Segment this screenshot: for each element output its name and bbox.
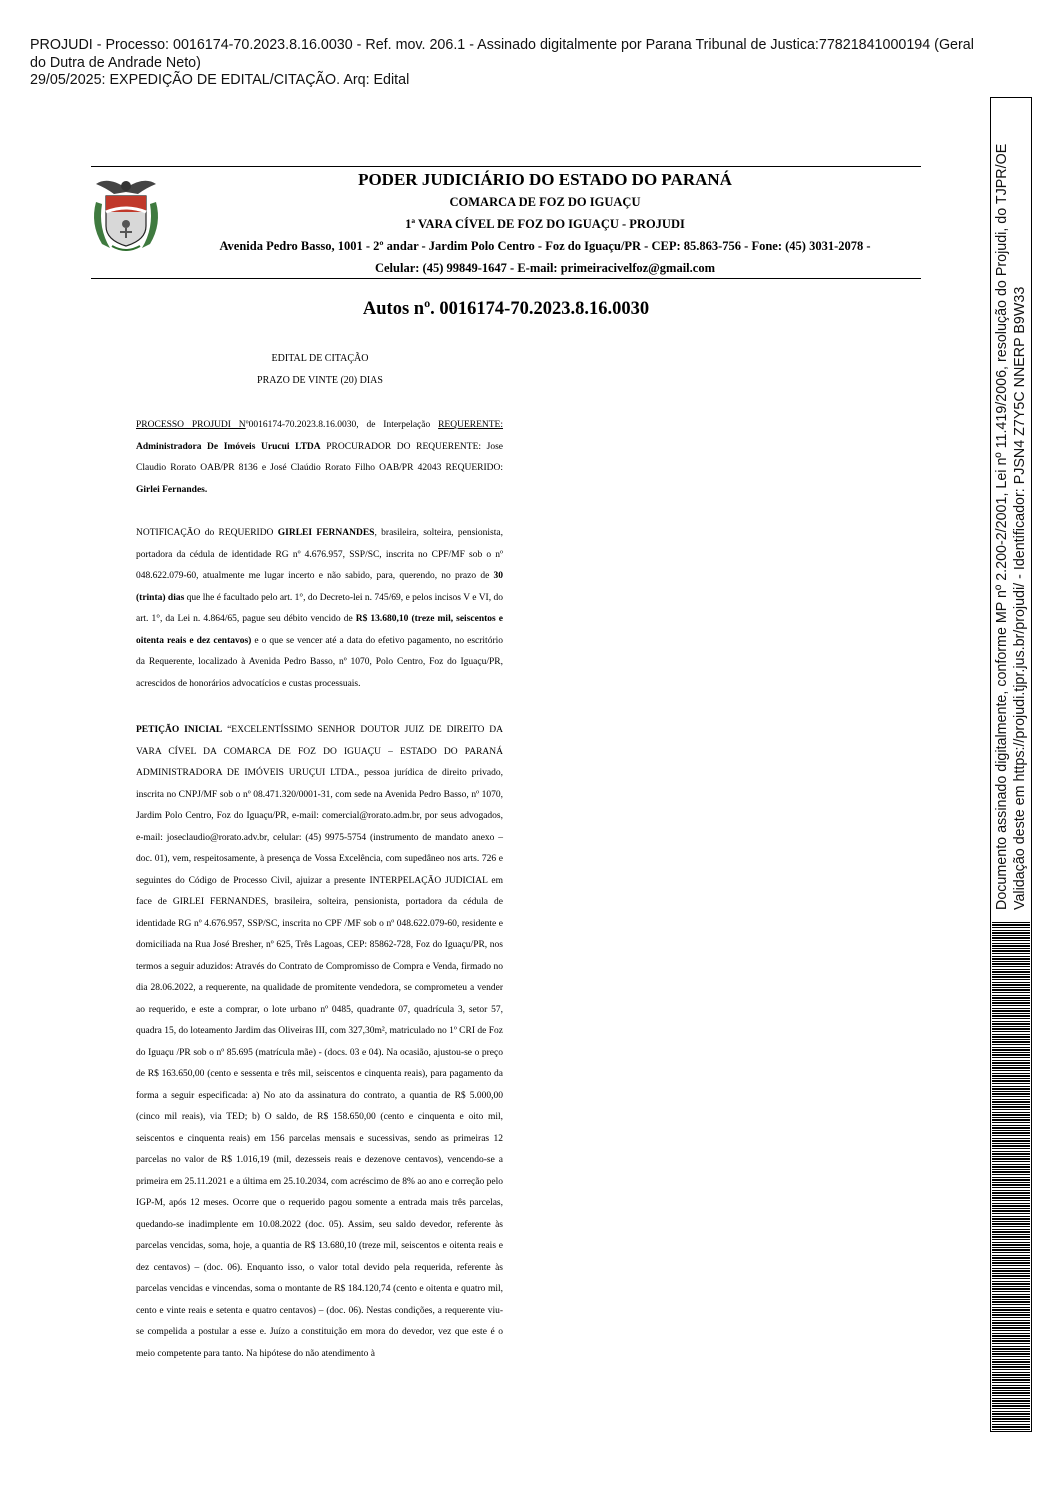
header-bottom-rule xyxy=(91,278,921,279)
stamp-line-3: 29/05/2025: EXPEDIÇÃO DE EDITAL/CITAÇÃO. Arq: Edital xyxy=(30,72,410,88)
process-number-text: º0016174-70.2023.8.16.0030, de Interpelação xyxy=(245,420,439,430)
notification-body-2: que lhe é facultado pelo art. 1°, do Decreto-lei n. 745/69, e pelos incisos V e VI, do art. 1°, da Lei n. 4.864/65, pague seu débito vencido de xyxy=(136,592,503,624)
petition-body: “EXCELENTÍSSIMO SENHOR DOUTOR JUIZ DE DIREITO DA VARA CÍVEL DA COMARCA DE FOZ DO IGUAÇU – ESTADO DO PARANÁ ADMINISTRADORA DE IMÓVEIS URUÇUI LTDA., pessoa jurídica de direito privado, inscrita no CNPJ/MF sob o nº 08.471.320/0001-31, com sede na Avenida Pedro Basso, nº 1070, Jardim Polo Centro, Foz do Iguaçu/PR, e-mail: comercial@rorato.adm.br, por seus advogados, e-mail: joseclaudio@rorato.adv.br, celular: (45) 9975-5754 (instrumento de mandato anexo – doc. 01), vem, respeitosamente, à presença de Vossa Excelência, com supedâneo nos arts. 726 e seguintes do Código de Processo Civil, ajuizar a presente INTERPELAÇÃO JUDICIAL em face de GIRLEI FERNANDES, brasileira, solteira, pensionista, portadora da cédula de identidade RG nº 4.676.957, SSP/SC, inscrita no CPF /MF sob o nº 048.622.079-60, residente e domiciliada na Rua José Bresher, nº 625, Três Lagoas, CEP: 85862-728, Foz do Iguaçu/PR, nos termos a seguir aduzidos: Através do Contrato de Compromisso de Compra e Venda, firmado no dia 28.06.2022, a requerente, na qualidade de promitente vendedora, se comprometeu a vender ao requerido, e este a comprar, o lote urbano nº 0485, quadrante 07, quadrícula 3, setor 57, quadra 15, do loteamento Jardim das Oliveiras III, com 327,30m², matriculado no 1º CRI de Foz do Iguaçu /PR sob o nº 85.695 (matrícula mãe) - (docs. 03 e 04). Na ocasião, ajustou-se o preço de R$ 163.650,00 (cento e sessenta e três mil, seiscentos e cinquenta reais), para pagamento da forma a seguir especificada: a) No ato da assinatura do contrato, a quantia de R$ 5.000,00 (cinco mil reais), via TED; b) O saldo, de R$ 158.650,00 (cento e cinquenta e oito mil, seiscentos e cinquenta reais) em 156 parcelas mensais e sucessivas, sendo as primeiras 12 parcelas no valor de R$ 1.016,19 (mil, dezesseis reais e dezenove centavos), vencendo-se a primeira em 25.11.2021 e a última em 25.10.2034, com acréscimo de 8% ao ano e correção pelo IGP-M, após 12 meses. Ocorre que o requerido pagou somente a entrada mais três parcelas, quedando-se inadimplente em 10.08.2022 (doc. 05). Assim, seu saldo devedor, referente às parcelas vencidas, soma, hoje, a quantia de R$ 13.680,10 (treze mil, seiscentos e oitenta reais e dez centavos) – (doc. 06). Enquanto isso, o valor total devido pela requerida, referente às parcelas vencidas e vincendas, soma o montante de R$ 184.120,74 (cento e oitenta e quatro mil, cento e vinte reais e setenta e quatro centavos) – (doc. 06). Nestas condições, a requerente viu-se compelida a postular a esse e. Juízo a constituição em mora do devedor, vez que este é o meio competente para tanto. Na hipótese do não atendimento à xyxy=(136,725,504,1359)
validation-line-2: Validação deste em https://projudi.tjpr.jus.br/projudi/ - Identificador: PJSN4 Z7Y5C NNERP B9W33 xyxy=(1012,286,1028,910)
stamp-line-2: do Dutra de Andrade Neto) xyxy=(30,54,201,71)
court-name: PODER JUDICIÁRIO DO ESTADO DO PARANÁ xyxy=(358,170,732,189)
barcode-icon xyxy=(992,922,1030,1430)
edital-deadline: PRAZO DE VINTE (20) DIAS xyxy=(257,375,383,386)
validation-text xyxy=(993,120,1029,910)
process-label: PROCESSO PROJUDI N xyxy=(136,420,246,430)
case-number-title: Autos nº. 0016174-70.2023.8.16.0030 xyxy=(362,299,650,319)
petition-label: PETIÇÃO INICIAL xyxy=(136,725,223,735)
validation-line-1: Documento assinado digitalmente, conforme MP nº 2.200-2/2001, Lei nº 11.419/2006, resolução do Projudi, do TJPR/OE xyxy=(994,143,1010,910)
notification-body-3: e o que se vencer até a data do efetivo pagamento, no escritório da Requerente, localizado à Avenida Pedro Basso, nº 1070, Polo Centro, Foz do Iguaçu/PR, acrescidos de honorários advocatícios e custas processuais. xyxy=(136,635,503,689)
court-contact: Celular: (45) 99849-1647 - E-mail: primeiracivelfoz@gmail.com xyxy=(374,261,715,275)
notification-body-1: , brasileira, solteira, pensionista, portadora da cédula de identidade RG nº 4.676.957, SSP/SC, inscrita no CPF/MF sob o nº 048.622.079-60, atualmente me lugar incerto e não sabido, para, querendo, no prazo de xyxy=(136,528,503,581)
requerente-name: Administradora De Imóveis Urucui LTDA xyxy=(136,441,321,452)
initial-petition-paragraph xyxy=(136,720,503,1365)
edital-title: EDITAL DE CITAÇÃO xyxy=(271,353,369,364)
requerido-name: Girlei Fernandes. xyxy=(136,484,208,495)
notification-paragraph xyxy=(136,523,503,695)
signature-stamp xyxy=(30,37,990,90)
parana-coat-of-arms-icon xyxy=(88,174,164,254)
notification-deadline: 30 (trinta) dias xyxy=(136,571,503,603)
court-address: Avenida Pedro Basso, 1001 - 2º andar - Jardim Polo Centro - Foz do Iguaçu/PR - CEP: 85.863-756 - Fone: (45) 3031-2078 - xyxy=(219,239,871,253)
header-top-rule xyxy=(91,166,921,167)
vara-name: 1ª VARA CÍVEL DE FOZ DO IGUAÇU - PROJUDI xyxy=(405,217,685,231)
process-paragraph xyxy=(136,415,503,501)
debt-amount: R$ 13.680,10 (treze mil, seiscentos e oitenta reais e dez centavos) xyxy=(136,614,503,646)
requerente-label: REQUERENTE: xyxy=(438,420,503,430)
notification-intro: NOTIFICAÇÃO do REQUERIDO xyxy=(136,528,278,538)
notified-party: GIRLEI FERNANDES xyxy=(277,528,375,538)
procurador-text: PROCURADOR DO REQUERENTE: Jose Claudio Rorato OAB/PR 8136 e José Claúdio Rorato Filho OAB/PR 42043 REQUERIDO: xyxy=(136,441,503,473)
stamp-line-1: PROJUDI - Processo: 0016174-70.2023.8.16.0030 - Ref. mov. 206.1 - Assinado digitalmente por Parana Tribunal de Justica:77821841000194 (Geral xyxy=(30,37,974,53)
comarca-name: COMARCA DE FOZ DO IGUAÇU xyxy=(449,195,641,209)
